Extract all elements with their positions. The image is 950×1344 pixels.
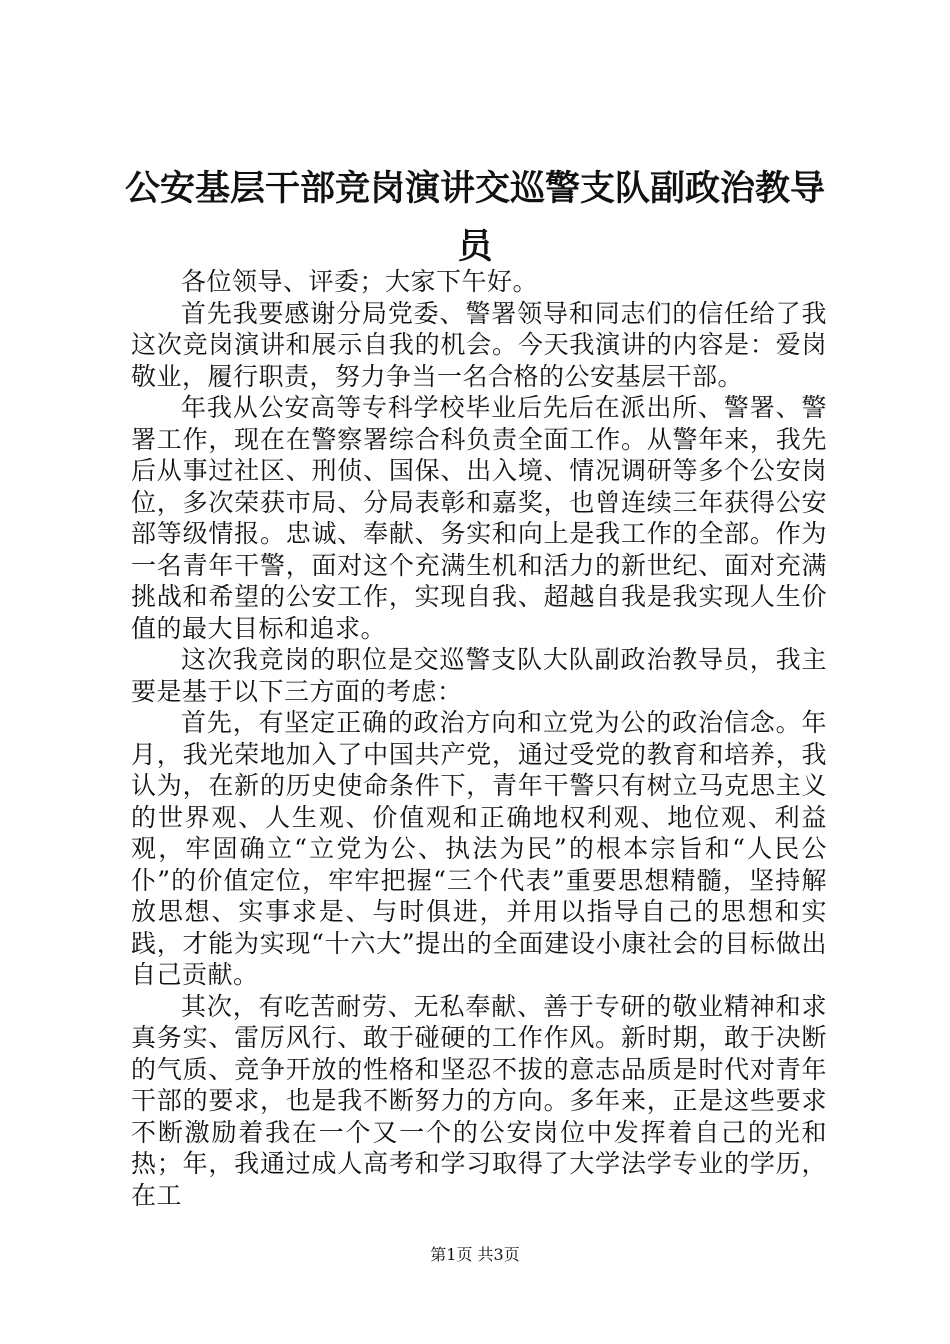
document-title: 公安基层干部竞岗演讲交巡警支队副政治教导员 [124,168,825,267]
page-footer: 第1页 共3页 [430,1245,520,1264]
paragraph-thanks: 首先我要感谢分局党委、警署领导和同志们的信任给了我这次竞岗演讲和展示自我的机会。今天我演讲的内容是：爱岗敬业，履行职责，努力争当一名合格的公安基层干部。 [131,298,827,391]
paragraph-background: 年我从公安高等专科学校毕业后先后在派出所、警署、警署工作，现在在警察署综合科负责全面工作。从警年来，我先后从事过社区、刑侦、国保、出入境、情况调研等多个公安岗位，多次荣获市局、分局表彰和嘉奖，也曾连续三年获得公安部等级情报。忠诚、奉献、务实和向上是我工作的全部。作为一名青年干警，面对这个充满生机和活力的新世纪、面对充满挑战和希望的公安工作，实现自我、超越自我是我实现人生价值的最大目标和追求。 [131,393,827,643]
paragraph-greeting: 各位领导、评委；大家下午好。 [181,267,539,296]
document-body [131,266,827,1211]
paragraph-position: 这次我竞岗的职位是交巡警支队大队副政治教导员，我主要是基于以下三方面的考虑： [131,645,827,706]
paragraph-second-reason: 其次，有吃苦耐劳、无私奉献、善于专研的敬业精神和求真务实、雷厉风行、敢于碰硬的工作作风。新时期，敢于决断的气质、竞争开放的性格和坚忍不拔的意志品质是时代对青年干部的要求，也是我不断努力的方向。多年来，正是这些要求不断激励着我在一个又一个的公安岗位中发挥着自己的光和热；年，我通过成人高考和学习取得了大学法学专业的学历，在工 [131,991,827,1210]
paragraph-first-reason: 首先，有坚定正确的政治方向和立党为公的政治信念。年月，我光荣地加入了中国共产党，通过受党的教育和培养，我认为，在新的历史使命条件下，青年干警只有树立马克思主义的世界观、人生观、价值观和正确地权利观、地位观、利益观，牢固确立“立党为公、执法为民”的根本宗旨和“人民公仆”的价值定位，牢牢把握“三个代表”重要思想精髓，坚持解放思想、实事求是、与时俱进，并用以指导自己的思想和实践，才能为实现“十六大”提出的全面建设小康社会的目标做出自己贡献。 [131,708,827,989]
